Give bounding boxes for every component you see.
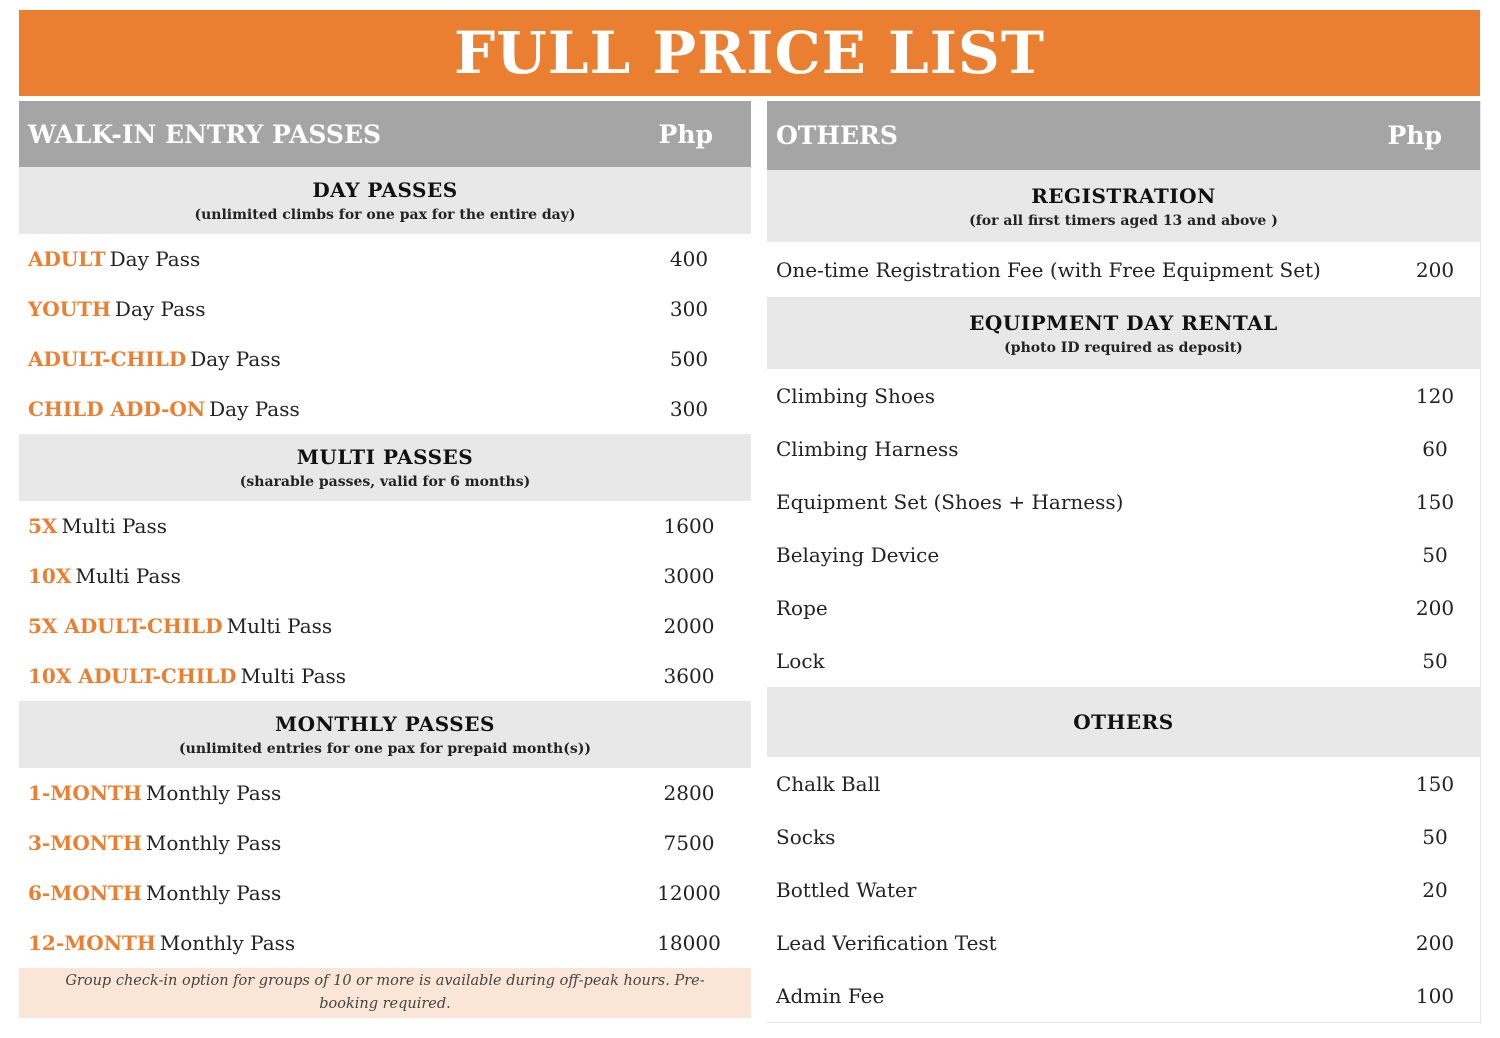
item-price: 20	[1422, 877, 1448, 902]
price-row	[767, 422, 1480, 475]
price-row	[767, 528, 1480, 581]
column-header	[19, 101, 751, 167]
section-header-multi-passes	[19, 434, 751, 501]
item-label: Lock	[776, 648, 825, 673]
price-row	[767, 581, 1480, 634]
item-highlight: 6-MONTH	[28, 881, 142, 905]
column-title: WALK-IN ENTRY PASSES	[28, 119, 382, 149]
item-price: 7500	[663, 831, 715, 855]
price-row	[767, 969, 1480, 1022]
column-title: OTHERS	[776, 121, 898, 150]
price-row	[19, 551, 751, 601]
item-label: Chalk Ball	[776, 771, 881, 796]
section-title: MONTHLY PASSES	[275, 712, 495, 736]
price-row	[19, 334, 751, 384]
item-highlight: 10X ADULT-CHILD	[28, 664, 237, 688]
item-label: Day Pass	[209, 397, 300, 421]
item-label: Monthly Pass	[145, 881, 282, 905]
item-price: 150	[1415, 489, 1455, 514]
section-header-monthly-passes	[19, 701, 751, 768]
section-title: DAY PASSES	[312, 178, 458, 202]
item-price: 60	[1422, 436, 1448, 461]
currency-label: Php	[1387, 121, 1442, 150]
section-header-registration	[767, 170, 1480, 242]
price-row	[19, 501, 751, 551]
item-highlight: YOUTH	[28, 297, 111, 321]
section-header-others	[767, 687, 1480, 757]
price-row	[767, 757, 1480, 810]
item-label: Day Pass	[109, 247, 201, 271]
item-label: Climbing Harness	[776, 436, 959, 461]
item-price: 50	[1422, 824, 1448, 849]
price-row	[767, 475, 1480, 528]
item-label: Belaying Device	[776, 542, 940, 567]
item-price: 50	[1422, 542, 1448, 567]
price-row	[19, 768, 751, 818]
item-price: 3000	[663, 564, 715, 588]
item-label: Lead Verification Test	[776, 930, 997, 955]
price-row	[19, 284, 751, 334]
item-label: Day Pass	[114, 297, 206, 321]
price-row	[767, 634, 1480, 687]
item-price: 200	[1415, 257, 1455, 282]
price-row	[19, 384, 751, 434]
item-price: 300	[669, 297, 709, 321]
item-label: Monthly Pass	[145, 831, 282, 855]
walk-in-passes-column	[19, 101, 751, 1018]
item-highlight: 5X	[28, 514, 58, 538]
item-highlight: 12-MONTH	[28, 931, 156, 955]
section-header-day-passes	[19, 167, 751, 234]
price-row	[767, 810, 1480, 863]
section-title: MULTI PASSES	[296, 445, 474, 469]
item-price: 400	[669, 247, 709, 271]
item-highlight: ADULT-CHILD	[28, 347, 187, 371]
price-row	[767, 369, 1480, 422]
column-header	[767, 101, 1480, 170]
item-highlight: 3-MONTH	[28, 831, 142, 855]
item-price: 500	[669, 347, 709, 371]
item-price: 200	[1415, 930, 1455, 955]
price-row	[19, 818, 751, 868]
item-price: 120	[1415, 383, 1455, 408]
section-subtitle: (sharable passes, valid for 6 months)	[239, 474, 531, 490]
item-label: Monthly Pass	[145, 781, 282, 805]
item-label: Admin Fee	[776, 983, 885, 1008]
page-title: FULL PRICE LIST	[19, 10, 1480, 96]
section-header-equipment-rental	[767, 297, 1480, 369]
item-label: One-time Registration Fee (with Free Equipment Set)	[776, 257, 1321, 282]
item-label: Socks	[776, 824, 836, 849]
item-label: Multi Pass	[61, 514, 167, 538]
item-highlight: CHILD ADD-ON	[28, 397, 206, 421]
price-row	[767, 242, 1480, 297]
price-row	[19, 601, 751, 651]
item-label: Bottled Water	[776, 877, 917, 902]
price-row	[767, 916, 1480, 969]
item-price: 1600	[663, 514, 715, 538]
price-row	[19, 234, 751, 284]
section-title: REGISTRATION	[1031, 183, 1216, 208]
item-highlight: ADULT	[28, 247, 106, 271]
section-subtitle: (unlimited climbs for one pax for the entire day)	[194, 207, 576, 223]
currency-label: Php	[658, 119, 713, 149]
item-price: 2000	[663, 614, 715, 638]
section-title: OTHERS	[1073, 710, 1174, 734]
item-price: 2800	[663, 781, 715, 805]
price-row	[19, 868, 751, 918]
item-price: 300	[669, 397, 709, 421]
item-price: 150	[1415, 771, 1455, 796]
item-price: 200	[1415, 595, 1455, 620]
item-highlight: 10X	[28, 564, 72, 588]
section-subtitle: (unlimited entries for one pax for prepaid month(s))	[179, 741, 591, 757]
item-label: Equipment Set (Shoes + Harness)	[776, 489, 1124, 514]
item-label: Monthly Pass	[159, 931, 296, 955]
item-label: Multi Pass	[75, 564, 181, 588]
item-label: Climbing Shoes	[776, 383, 936, 408]
item-highlight: 1-MONTH	[28, 781, 142, 805]
others-column	[767, 101, 1481, 1023]
item-highlight: 5X ADULT-CHILD	[28, 614, 223, 638]
item-price: 3600	[663, 664, 715, 688]
price-row	[19, 651, 751, 701]
item-price: 50	[1422, 648, 1448, 673]
section-title: EQUIPMENT DAY RENTAL	[969, 310, 1278, 335]
item-label: Multi Pass	[240, 664, 347, 688]
group-booking-note: Group check-in option for groups of 10 or more is available during off-peak hours. Pre-booking required.	[19, 968, 751, 1018]
item-label: Multi Pass	[226, 614, 333, 638]
price-row	[19, 918, 751, 968]
item-price: 100	[1415, 983, 1455, 1008]
section-subtitle: (for all first timers aged 13 and above )	[969, 212, 1278, 229]
section-subtitle: (photo ID required as deposit)	[1004, 339, 1243, 356]
item-price: 18000	[657, 931, 721, 955]
item-label: Day Pass	[190, 347, 281, 371]
price-row	[767, 863, 1480, 916]
item-label: Rope	[776, 595, 828, 620]
item-price: 12000	[657, 881, 721, 905]
